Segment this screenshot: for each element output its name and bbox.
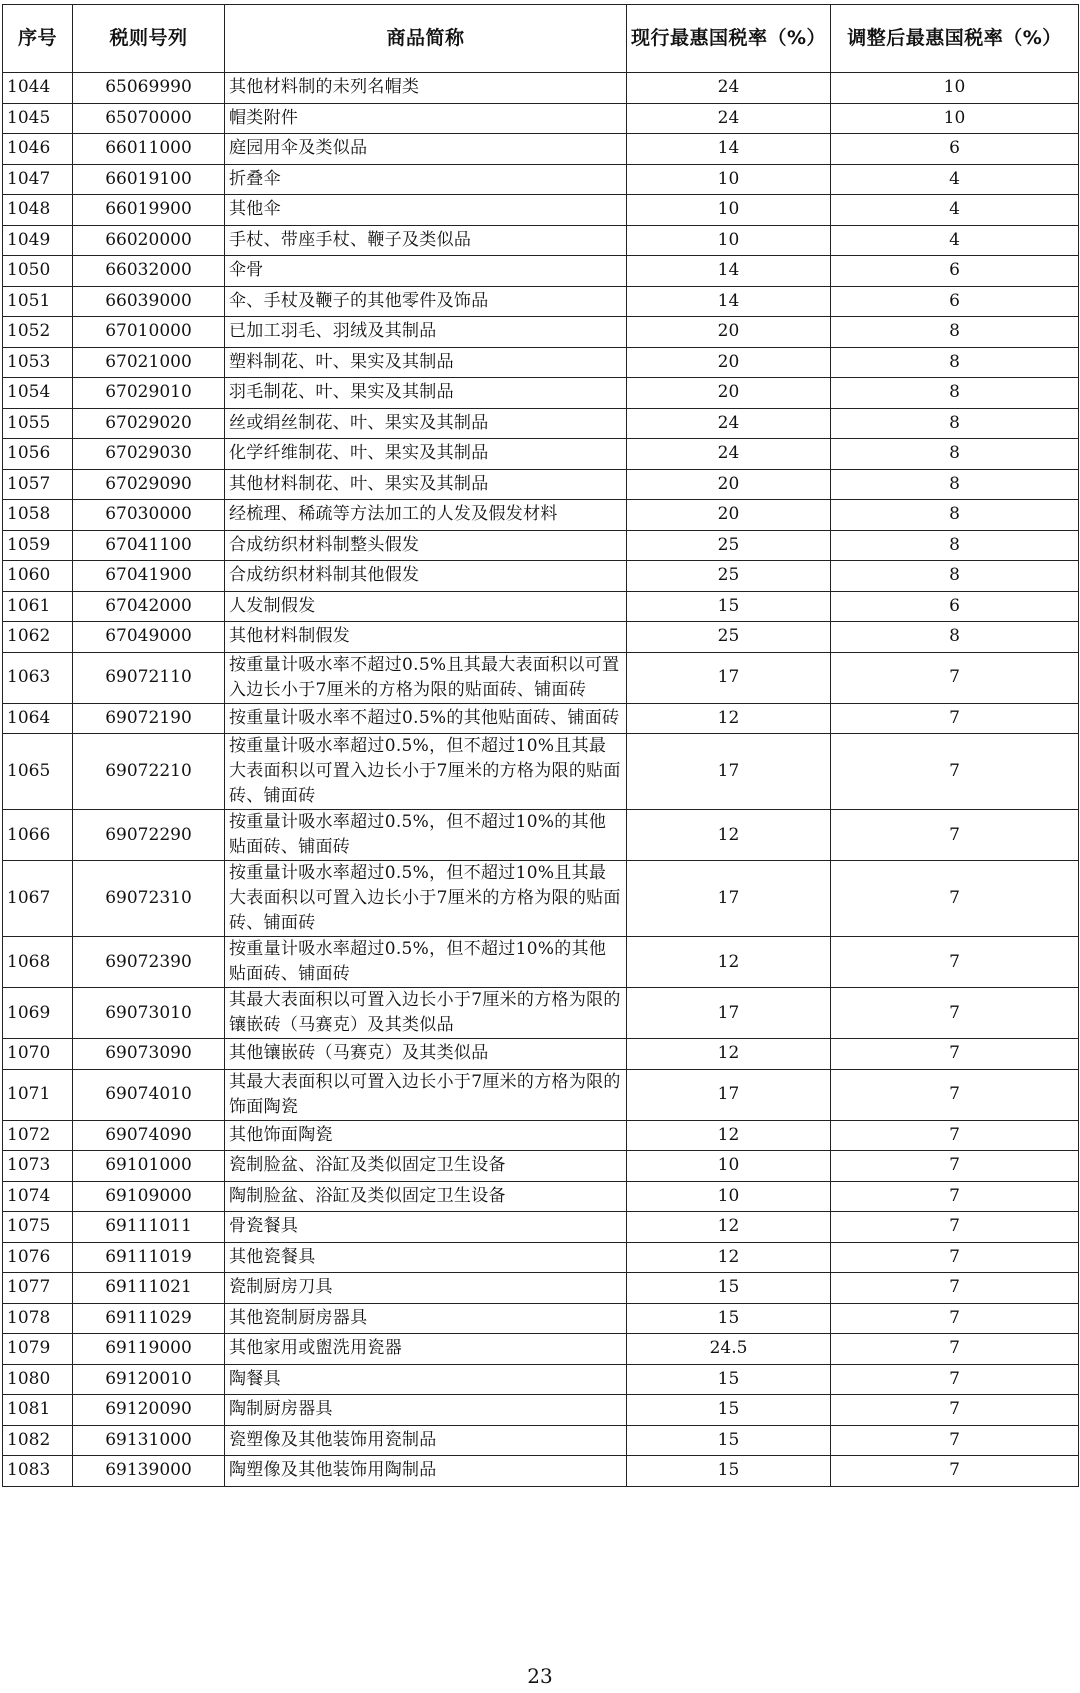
cell-seq: 1052 [3, 317, 73, 348]
table-row [3, 225, 1079, 256]
cell-name: 按重量计吸水率不超过0.5%的其他贴面砖、铺面砖 [225, 703, 627, 734]
cell-name: 羽毛制花、叶、果实及其制品 [225, 378, 627, 409]
table-row [3, 103, 1079, 134]
table-row [3, 134, 1079, 165]
cell-seq: 1072 [3, 1120, 73, 1151]
cell-adjusted-rate: 8 [831, 561, 1079, 592]
cell-adjusted-rate: 6 [831, 591, 1079, 622]
cell-name: 按重量计吸水率不超过0.5%且其最大表面积以可置入边长小于7厘米的方格为限的贴面砖、铺面砖 [225, 652, 627, 703]
cell-name: 其他伞 [225, 195, 627, 226]
cell-current-rate: 15 [627, 1456, 831, 1487]
cell-code: 66020000 [73, 225, 225, 256]
cell-current-rate: 25 [627, 530, 831, 561]
header-seq: 序号 [3, 5, 73, 73]
cell-seq: 1059 [3, 530, 73, 561]
cell-code: 69072190 [73, 703, 225, 734]
cell-seq: 1076 [3, 1242, 73, 1273]
table-row [3, 591, 1079, 622]
cell-current-rate: 10 [627, 225, 831, 256]
cell-current-rate: 25 [627, 561, 831, 592]
cell-code: 69074090 [73, 1120, 225, 1151]
table-row [3, 1069, 1079, 1120]
table-row [3, 561, 1079, 592]
cell-current-rate: 20 [627, 317, 831, 348]
cell-name: 合成纺织材料制其他假发 [225, 561, 627, 592]
cell-name: 手杖、带座手杖、鞭子及类似品 [225, 225, 627, 256]
cell-name: 其最大表面积以可置入边长小于7厘米的方格为限的饰面陶瓷 [225, 1069, 627, 1120]
table-row [3, 378, 1079, 409]
cell-adjusted-rate: 8 [831, 469, 1079, 500]
cell-current-rate: 14 [627, 256, 831, 287]
cell-code: 67021000 [73, 347, 225, 378]
cell-code: 67029010 [73, 378, 225, 409]
cell-code: 66019100 [73, 164, 225, 195]
tariff-table [2, 4, 1079, 1487]
cell-seq: 1057 [3, 469, 73, 500]
header-adjusted-rate: 调整后最惠国税率（%） [831, 5, 1079, 73]
cell-adjusted-rate: 7 [831, 1273, 1079, 1304]
cell-code: 66019900 [73, 195, 225, 226]
cell-name: 人发制假发 [225, 591, 627, 622]
cell-code: 69072310 [73, 861, 225, 937]
cell-current-rate: 24 [627, 73, 831, 104]
cell-code: 67010000 [73, 317, 225, 348]
table-row [3, 810, 1079, 861]
table-row [3, 988, 1079, 1039]
cell-current-rate: 15 [627, 1273, 831, 1304]
cell-seq: 1044 [3, 73, 73, 104]
cell-adjusted-rate: 7 [831, 937, 1079, 988]
cell-current-rate: 12 [627, 1039, 831, 1070]
table-row [3, 1303, 1079, 1334]
cell-name: 塑料制花、叶、果实及其制品 [225, 347, 627, 378]
cell-current-rate: 12 [627, 1212, 831, 1243]
cell-current-rate: 24.5 [627, 1334, 831, 1365]
cell-code: 69073090 [73, 1039, 225, 1070]
cell-seq: 1045 [3, 103, 73, 134]
cell-adjusted-rate: 6 [831, 286, 1079, 317]
cell-adjusted-rate: 7 [831, 1151, 1079, 1182]
cell-seq: 1066 [3, 810, 73, 861]
table-row [3, 164, 1079, 195]
cell-name: 按重量计吸水率超过0.5%，但不超过10%且其最大表面积以可置入边长小于7厘米的方格为限的贴面砖、铺面砖 [225, 861, 627, 937]
cell-current-rate: 20 [627, 469, 831, 500]
cell-adjusted-rate: 7 [831, 1334, 1079, 1365]
cell-code: 69120010 [73, 1364, 225, 1395]
cell-name: 帽类附件 [225, 103, 627, 134]
cell-code: 67029090 [73, 469, 225, 500]
cell-seq: 1068 [3, 937, 73, 988]
cell-adjusted-rate: 6 [831, 134, 1079, 165]
cell-seq: 1081 [3, 1395, 73, 1426]
cell-adjusted-rate: 7 [831, 1069, 1079, 1120]
table-row [3, 1181, 1079, 1212]
page-number: 23 [527, 1664, 553, 1688]
cell-adjusted-rate: 8 [831, 530, 1079, 561]
cell-code: 67030000 [73, 500, 225, 531]
cell-seq: 1061 [3, 591, 73, 622]
cell-name: 瓷制厨房刀具 [225, 1273, 627, 1304]
cell-seq: 1053 [3, 347, 73, 378]
cell-seq: 1049 [3, 225, 73, 256]
cell-seq: 1077 [3, 1273, 73, 1304]
cell-seq: 1083 [3, 1456, 73, 1487]
cell-name: 按重量计吸水率超过0.5%，但不超过10%的其他贴面砖、铺面砖 [225, 937, 627, 988]
cell-current-rate: 15 [627, 1303, 831, 1334]
cell-name: 陶制厨房器具 [225, 1395, 627, 1426]
cell-code: 67029030 [73, 439, 225, 470]
cell-current-rate: 24 [627, 439, 831, 470]
cell-current-rate: 25 [627, 622, 831, 653]
table-row [3, 408, 1079, 439]
cell-code: 69072290 [73, 810, 225, 861]
cell-name: 其他瓷制厨房器具 [225, 1303, 627, 1334]
cell-code: 69111021 [73, 1273, 225, 1304]
cell-current-rate: 17 [627, 988, 831, 1039]
header-row [3, 5, 1079, 73]
cell-adjusted-rate: 7 [831, 861, 1079, 937]
cell-name: 按重量计吸水率超过0.5%，但不超过10%的其他贴面砖、铺面砖 [225, 810, 627, 861]
cell-adjusted-rate: 8 [831, 439, 1079, 470]
cell-code: 69072210 [73, 734, 225, 810]
table-row [3, 500, 1079, 531]
cell-name: 其他材料制花、叶、果实及其制品 [225, 469, 627, 500]
cell-name: 庭园用伞及类似品 [225, 134, 627, 165]
cell-adjusted-rate: 8 [831, 317, 1079, 348]
cell-seq: 1047 [3, 164, 73, 195]
cell-name: 合成纺织材料制整头假发 [225, 530, 627, 561]
cell-seq: 1065 [3, 734, 73, 810]
cell-seq: 1082 [3, 1425, 73, 1456]
cell-code: 67029020 [73, 408, 225, 439]
cell-adjusted-rate: 10 [831, 103, 1079, 134]
cell-code: 67041100 [73, 530, 225, 561]
cell-current-rate: 15 [627, 591, 831, 622]
cell-current-rate: 17 [627, 861, 831, 937]
cell-current-rate: 24 [627, 408, 831, 439]
cell-current-rate: 24 [627, 103, 831, 134]
cell-seq: 1055 [3, 408, 73, 439]
cell-seq: 1048 [3, 195, 73, 226]
cell-current-rate: 14 [627, 286, 831, 317]
table-row [3, 1395, 1079, 1426]
cell-adjusted-rate: 7 [831, 810, 1079, 861]
cell-code: 69139000 [73, 1456, 225, 1487]
cell-adjusted-rate: 7 [831, 988, 1079, 1039]
cell-current-rate: 14 [627, 134, 831, 165]
cell-name: 已加工羽毛、羽绒及其制品 [225, 317, 627, 348]
cell-seq: 1079 [3, 1334, 73, 1365]
cell-code: 67049000 [73, 622, 225, 653]
cell-current-rate: 20 [627, 347, 831, 378]
cell-current-rate: 20 [627, 500, 831, 531]
table-row [3, 1242, 1079, 1273]
cell-adjusted-rate: 8 [831, 500, 1079, 531]
cell-code: 69072390 [73, 937, 225, 988]
cell-name: 经梳理、稀疏等方法加工的人发及假发材料 [225, 500, 627, 531]
cell-code: 69072110 [73, 652, 225, 703]
cell-name: 丝或绢丝制花、叶、果实及其制品 [225, 408, 627, 439]
cell-name: 陶制脸盆、浴缸及类似固定卫生设备 [225, 1181, 627, 1212]
table-row [3, 1273, 1079, 1304]
cell-name: 其他瓷餐具 [225, 1242, 627, 1273]
cell-name: 其最大表面积以可置入边长小于7厘米的方格为限的镶嵌砖（马赛克）及其类似品 [225, 988, 627, 1039]
table-row [3, 256, 1079, 287]
header-code: 税则号列 [73, 5, 225, 73]
cell-name: 按重量计吸水率超过0.5%，但不超过10%且其最大表面积以可置入边长小于7厘米的方格为限的贴面砖、铺面砖 [225, 734, 627, 810]
cell-seq: 1071 [3, 1069, 73, 1120]
cell-code: 69111019 [73, 1242, 225, 1273]
cell-seq: 1051 [3, 286, 73, 317]
cell-adjusted-rate: 7 [831, 652, 1079, 703]
cell-seq: 1069 [3, 988, 73, 1039]
cell-name: 其他饰面陶瓷 [225, 1120, 627, 1151]
cell-name: 其他镶嵌砖（马赛克）及其类似品 [225, 1039, 627, 1070]
cell-adjusted-rate: 4 [831, 225, 1079, 256]
cell-code: 67041900 [73, 561, 225, 592]
cell-name: 化学纤维制花、叶、果实及其制品 [225, 439, 627, 470]
table-row [3, 1364, 1079, 1395]
table-row [3, 652, 1079, 703]
cell-current-rate: 15 [627, 1364, 831, 1395]
cell-adjusted-rate: 7 [831, 1395, 1079, 1426]
cell-adjusted-rate: 7 [831, 1120, 1079, 1151]
cell-code: 69074010 [73, 1069, 225, 1120]
cell-current-rate: 12 [627, 1242, 831, 1273]
cell-code: 69101000 [73, 1151, 225, 1182]
cell-seq: 1074 [3, 1181, 73, 1212]
cell-seq: 1046 [3, 134, 73, 165]
cell-name: 折叠伞 [225, 164, 627, 195]
cell-adjusted-rate: 7 [831, 1303, 1079, 1334]
table-row [3, 1039, 1079, 1070]
cell-code: 69120090 [73, 1395, 225, 1426]
cell-code: 66011000 [73, 134, 225, 165]
cell-adjusted-rate: 7 [831, 703, 1079, 734]
cell-code: 66032000 [73, 256, 225, 287]
cell-seq: 1058 [3, 500, 73, 531]
cell-seq: 1063 [3, 652, 73, 703]
cell-current-rate: 17 [627, 1069, 831, 1120]
cell-code: 69109000 [73, 1181, 225, 1212]
cell-current-rate: 20 [627, 378, 831, 409]
cell-current-rate: 12 [627, 810, 831, 861]
table-row [3, 622, 1079, 653]
table-row [3, 439, 1079, 470]
cell-seq: 1067 [3, 861, 73, 937]
cell-current-rate: 17 [627, 734, 831, 810]
cell-current-rate: 10 [627, 1151, 831, 1182]
cell-name: 伞骨 [225, 256, 627, 287]
cell-adjusted-rate: 4 [831, 164, 1079, 195]
cell-adjusted-rate: 8 [831, 408, 1079, 439]
table-row [3, 937, 1079, 988]
cell-name: 其他材料制假发 [225, 622, 627, 653]
cell-adjusted-rate: 7 [831, 1456, 1079, 1487]
cell-adjusted-rate: 7 [831, 1364, 1079, 1395]
cell-current-rate: 12 [627, 937, 831, 988]
table-row [3, 195, 1079, 226]
cell-code: 69111011 [73, 1212, 225, 1243]
cell-seq: 1054 [3, 378, 73, 409]
table-row [3, 530, 1079, 561]
cell-seq: 1070 [3, 1039, 73, 1070]
cell-code: 69119000 [73, 1334, 225, 1365]
table-row [3, 1456, 1079, 1487]
cell-code: 69111029 [73, 1303, 225, 1334]
table-row [3, 861, 1079, 937]
cell-adjusted-rate: 8 [831, 622, 1079, 653]
cell-adjusted-rate: 7 [831, 1242, 1079, 1273]
cell-name: 骨瓷餐具 [225, 1212, 627, 1243]
cell-current-rate: 12 [627, 1120, 831, 1151]
cell-current-rate: 10 [627, 1181, 831, 1212]
cell-name: 陶餐具 [225, 1364, 627, 1395]
cell-seq: 1062 [3, 622, 73, 653]
cell-adjusted-rate: 7 [831, 1212, 1079, 1243]
cell-name: 其他家用或盥洗用瓷器 [225, 1334, 627, 1365]
cell-adjusted-rate: 4 [831, 195, 1079, 226]
cell-name: 伞、手杖及鞭子的其他零件及饰品 [225, 286, 627, 317]
cell-seq: 1050 [3, 256, 73, 287]
cell-seq: 1064 [3, 703, 73, 734]
table-row [3, 73, 1079, 104]
table-row [3, 347, 1079, 378]
table-row [3, 1334, 1079, 1365]
cell-adjusted-rate: 8 [831, 378, 1079, 409]
cell-code: 66039000 [73, 286, 225, 317]
cell-code: 69073010 [73, 988, 225, 1039]
cell-adjusted-rate: 7 [831, 1039, 1079, 1070]
cell-adjusted-rate: 7 [831, 1425, 1079, 1456]
cell-current-rate: 10 [627, 164, 831, 195]
cell-adjusted-rate: 10 [831, 73, 1079, 104]
header-name: 商品简称 [225, 5, 627, 73]
table-row [3, 469, 1079, 500]
cell-adjusted-rate: 7 [831, 734, 1079, 810]
cell-name: 瓷制脸盆、浴缸及类似固定卫生设备 [225, 1151, 627, 1182]
cell-seq: 1056 [3, 439, 73, 470]
cell-current-rate: 10 [627, 195, 831, 226]
cell-code: 65070000 [73, 103, 225, 134]
table-row [3, 703, 1079, 734]
cell-code: 67042000 [73, 591, 225, 622]
table-row [3, 734, 1079, 810]
cell-code: 65069990 [73, 73, 225, 104]
cell-adjusted-rate: 7 [831, 1181, 1079, 1212]
cell-current-rate: 17 [627, 652, 831, 703]
cell-current-rate: 12 [627, 703, 831, 734]
cell-code: 69131000 [73, 1425, 225, 1456]
cell-name: 其他材料制的未列名帽类 [225, 73, 627, 104]
table-row [3, 1120, 1079, 1151]
table-row [3, 286, 1079, 317]
cell-seq: 1060 [3, 561, 73, 592]
table-row [3, 1212, 1079, 1243]
cell-current-rate: 15 [627, 1425, 831, 1456]
cell-seq: 1080 [3, 1364, 73, 1395]
table-row [3, 317, 1079, 348]
cell-seq: 1078 [3, 1303, 73, 1334]
cell-name: 瓷塑像及其他装饰用瓷制品 [225, 1425, 627, 1456]
table-row [3, 1425, 1079, 1456]
header-current-rate: 现行最惠国税率（%） [627, 5, 831, 73]
cell-adjusted-rate: 8 [831, 347, 1079, 378]
cell-seq: 1075 [3, 1212, 73, 1243]
table-row [3, 1151, 1079, 1182]
cell-adjusted-rate: 6 [831, 256, 1079, 287]
cell-current-rate: 15 [627, 1395, 831, 1426]
cell-name: 陶塑像及其他装饰用陶制品 [225, 1456, 627, 1487]
cell-seq: 1073 [3, 1151, 73, 1182]
